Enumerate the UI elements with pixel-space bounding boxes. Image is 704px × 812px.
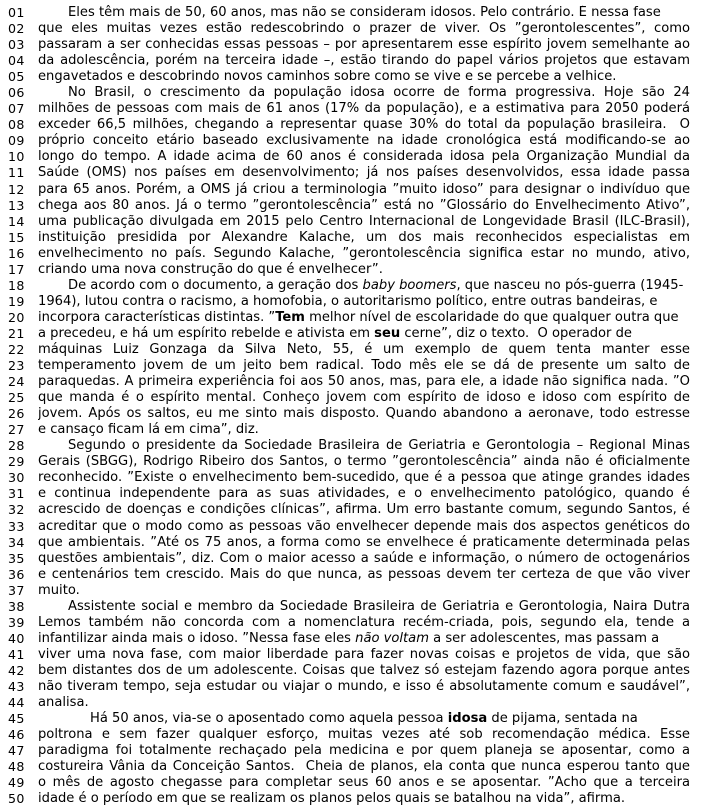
- text-run: que eles muitas vezes estão redescobrindo o prazer de viver. Os ”gerontolescentes”, como: [38, 21, 690, 37]
- text-line: [0, 679, 704, 695]
- line-text: [38, 246, 690, 262]
- text-run: não tiveram tempo, seja estudar ou viajar o mundo, e isso é absolutamente comum e saudável”,: [38, 678, 690, 694]
- text-line: [0, 759, 704, 775]
- italic-text-run: não voltam: [355, 630, 429, 646]
- line-text: [38, 567, 690, 583]
- line-text: [38, 406, 690, 422]
- text-run: incorpora características distintas. ”: [38, 309, 276, 325]
- text-run: engavetados e descobrindo novos caminhos sobre como se vive e se percebe a velhice.: [38, 69, 617, 85]
- text-run: Há 50 anos, via-se o aposentado como aquela pessoa: [90, 711, 448, 727]
- line-number: 31: [8, 486, 25, 502]
- text-run: acrescido de doenças e condições clínicas”, afirma. Um erro bastante comum, segundo Santos, é: [38, 502, 690, 518]
- text-run: Eles têm mais de 50, 60 anos, mas não se consideram idosos. Pelo contrário. É nessa fase: [68, 5, 661, 20]
- line-number: 32: [8, 502, 25, 518]
- bold-text-run: idosa: [447, 711, 488, 727]
- text-line: [0, 647, 704, 663]
- line-text: [38, 342, 690, 358]
- text-line: [0, 390, 704, 406]
- line-number: 16: [8, 245, 25, 261]
- text-run: poltrona e sem fazer qualquer esforço, muitas vezes até sob recomendação médica. Esse: [38, 727, 690, 743]
- line-number: 44: [8, 695, 25, 711]
- text-run: passaram a ser conhecidas essas pessoas – por apresentarem esse espírito jovem semelhante ao: [38, 37, 690, 53]
- line-text: [38, 486, 690, 502]
- text-run: questões ambientais”, diz. Com o maior acesso a saúde e informação, o número de octogenários: [38, 550, 690, 566]
- text-line: [0, 615, 704, 631]
- text-run: No Brasil, o crescimento da população idosa ocorre de forma progressiva. Hoje são 24: [68, 85, 690, 101]
- text-run: melhor nível de escolaridade do que qualquer outra que: [304, 309, 679, 325]
- line-number: 05: [8, 69, 25, 85]
- italic-text-run: baby boomers: [362, 277, 457, 293]
- line-text: [38, 759, 690, 775]
- text-run: infantilizar ainda mais o idoso. ”Nessa fase eles: [38, 630, 356, 646]
- line-text: [38, 149, 690, 165]
- line-number: 33: [8, 518, 25, 534]
- text-run: instituição presidida por Alexandre Kalache, um dos mais reconhecidos especialistas em: [38, 229, 690, 245]
- text-run: e centenários tem crescido. Mais do que nunca, as pessoas devem ter certeza de que vão viver: [38, 566, 690, 582]
- line-text: [38, 631, 690, 647]
- line-number: 29: [8, 454, 25, 470]
- text-run: e continua independente para as suas atividades, e o envelhecimento patológico, quando é: [38, 486, 690, 502]
- text-line: [0, 262, 704, 278]
- text-line: [0, 246, 704, 262]
- line-text: [38, 583, 690, 599]
- line-number: 42: [8, 662, 25, 678]
- text-run: temperamento jovem de um jeito bem radical. Todo mês ele se dá de presente um salto de: [38, 358, 690, 374]
- line-text: [38, 198, 690, 214]
- line-number: 13: [8, 197, 25, 213]
- line-number: 07: [8, 101, 25, 117]
- text-line: [0, 117, 704, 133]
- text-line: [0, 663, 704, 679]
- text-line: [0, 165, 704, 181]
- text-line: [0, 695, 704, 711]
- text-run: criando uma nova construção do que é envelhecer”.: [38, 261, 383, 277]
- text-run: idade é o período em que se realizam os planos pelos quais se batalhou na vida”, afirma.: [38, 791, 626, 807]
- line-text: [38, 615, 690, 631]
- line-number: 02: [8, 21, 25, 37]
- line-number: 48: [8, 759, 25, 775]
- text-line: [0, 85, 704, 101]
- line-number: 43: [8, 678, 25, 694]
- line-text: [38, 374, 690, 390]
- line-number: 06: [8, 85, 25, 101]
- line-text: [38, 358, 690, 374]
- line-number: 30: [8, 470, 25, 486]
- text-line: [0, 133, 704, 149]
- line-number: 38: [8, 598, 25, 614]
- text-run: máquinas Luiz Gonzaga da Silva Neto, 55, é um exemplo de quem tenta manter esse: [38, 341, 690, 357]
- text-line: [0, 535, 704, 551]
- text-line: [0, 502, 704, 518]
- line-text: [38, 310, 690, 326]
- text-line: [0, 5, 704, 21]
- text-run: cerne”, diz o texto. O operador de: [400, 325, 632, 341]
- text-run: 1964), lutou contra o racismo, a homofobia, o autoritarismo político, entre outras bandeiras, e: [38, 293, 658, 309]
- line-number: 49: [8, 775, 25, 791]
- line-number: 22: [8, 341, 25, 357]
- text-run: Assistente social e membro da Sociedade Brasileira de Geriatria e Gerontologia, Naira Dutra: [68, 598, 690, 614]
- text-line: [0, 149, 704, 165]
- line-number: 11: [8, 165, 25, 181]
- line-text: [38, 663, 690, 679]
- line-text: [38, 599, 690, 615]
- line-number: 19: [8, 293, 25, 309]
- text-run: reconhecido. ”Existe o envelhecimento bem-sucedido, que é a pessoa que atinge grandes idades: [38, 470, 690, 486]
- text-run: a ser adolescentes, mas passam a: [428, 630, 660, 646]
- text-line: [0, 727, 704, 743]
- text-line: [0, 69, 704, 85]
- line-number: 21: [8, 325, 25, 341]
- line-text: [38, 278, 690, 294]
- text-run: de pijama, sentada na: [487, 711, 638, 727]
- text-line: [0, 631, 704, 647]
- line-number: 04: [8, 53, 25, 69]
- line-text: [38, 438, 690, 454]
- line-text: [38, 37, 690, 53]
- line-text: [38, 519, 690, 535]
- text-line: [0, 230, 704, 246]
- text-line: [0, 438, 704, 454]
- line-number: 12: [8, 181, 25, 197]
- line-number: 27: [8, 422, 25, 438]
- line-text: [38, 133, 690, 149]
- text-line: [0, 711, 704, 727]
- text-line: [0, 278, 704, 294]
- line-text: [38, 711, 690, 727]
- line-text: [38, 294, 690, 310]
- line-number: 37: [8, 582, 25, 598]
- text-run: acreditar que o modo como as pessoas vão envelhecer depende mais dos aspectos genéticos do: [38, 518, 690, 534]
- text-line: [0, 406, 704, 422]
- line-number: 36: [8, 566, 25, 582]
- text-run: o mês de agosto chegasse para completar seus 60 anos e se aposentar. ”Acho que a terceira: [38, 775, 690, 791]
- text-run: viver uma nova fase, com maior liberdade para fazer novas coisas e projetos de vida, que são: [38, 646, 690, 662]
- text-run: paraquedas. A primeira experiência foi aos 50 anos, mas, para ele, a idade não significa nada. ”O: [38, 374, 690, 390]
- text-line: [0, 37, 704, 53]
- bold-text-run: Tem: [275, 309, 305, 325]
- line-text: [38, 182, 690, 198]
- line-text: [38, 101, 690, 117]
- line-text: [38, 791, 690, 807]
- text-run: exceder 66,5 milhões, chegando a representar quase 30% do total da população brasileira. O: [38, 117, 690, 133]
- line-text: [38, 679, 690, 695]
- text-line: [0, 567, 704, 583]
- line-text: [38, 454, 690, 470]
- text-run: Saúde (OMS) nos países em desenvolvimento; já nos países desenvolvidos, essa idade passa: [38, 165, 690, 181]
- line-text: [38, 165, 690, 181]
- line-number: 46: [8, 727, 25, 743]
- text-run: De acordo com o documento, a geração dos: [68, 277, 363, 293]
- text-line: [0, 294, 704, 310]
- text-run: paradigma foi totalmente rechaçado pela medicina e por quem planeja se aposentar, como a: [38, 743, 690, 759]
- line-number: 50: [8, 791, 25, 807]
- line-number: 26: [8, 406, 25, 422]
- text-run: chega aos 80 anos. Já o termo ”gerontolescência” está no ”Glossário do Envelhecimento Ativo”,: [38, 197, 690, 213]
- text-run: costureira Vânia da Conceição Santos. Cheia de planos, ela conta que nunca esperou tanto que: [38, 759, 690, 775]
- line-text: [38, 21, 690, 37]
- line-number: 15: [8, 229, 25, 245]
- text-line: [0, 454, 704, 470]
- line-text: [38, 551, 690, 567]
- text-run: muito.: [38, 582, 80, 598]
- line-number: 14: [8, 213, 25, 229]
- text-line: [0, 53, 704, 69]
- text-line: [0, 214, 704, 230]
- line-number: 10: [8, 149, 25, 165]
- line-text: [38, 727, 690, 743]
- line-text: [38, 53, 690, 69]
- text-line: [0, 519, 704, 535]
- text-run: , que nasceu no pós-guerra (1945-: [456, 277, 684, 293]
- line-text: [38, 775, 690, 791]
- text-line: [0, 775, 704, 791]
- line-text: [38, 470, 690, 486]
- line-text: [38, 647, 690, 663]
- line-number: 45: [8, 711, 25, 727]
- text-line: [0, 101, 704, 117]
- line-text: [38, 85, 690, 101]
- text-run: jovem. Após os saltos, eu me sinto mais disposto. Quando abandono a aeronave, todo estresse: [38, 406, 690, 422]
- text-line: [0, 182, 704, 198]
- line-number: 40: [8, 630, 25, 646]
- text-line: [0, 486, 704, 502]
- text-line: [0, 422, 704, 438]
- text-line: [0, 743, 704, 759]
- text-run: uma publicação divulgada em 2015 pelo Centro Internacional de Longevidade Brasil (ILC-Brasil),: [38, 213, 690, 229]
- line-text: [38, 69, 690, 85]
- line-number: 23: [8, 358, 25, 374]
- text-line: [0, 599, 704, 615]
- text-run: próprio conceito etário baseado exclusivamente na idade cronológica está modificando-se ao: [38, 133, 690, 149]
- text-run: Lemos também não concorda com a nomenclatura recém-criada, pois, segundo ela, tende a: [38, 614, 690, 630]
- text-line: [0, 791, 704, 807]
- text-run: que manda é o espírito mental. Conheço jovem com espírito de idoso e idoso com espírito de: [38, 390, 690, 406]
- text-line: [0, 358, 704, 374]
- line-text: [38, 743, 690, 759]
- line-text: [38, 5, 690, 21]
- text-run: envelhecimento no país. Segundo Kalache, ”gerontolescência significa estar no mundo, ativo,: [38, 245, 690, 261]
- text-line: [0, 21, 704, 37]
- bold-text-run: seu: [374, 325, 401, 341]
- text-run: da adolescência, porém na terceira idade –, estão tirando do papel vários projetos que estavam: [38, 53, 690, 69]
- text-run: Segundo o presidente da Sociedade Brasileira de Geriatria e Gerontologia – Regional Minas: [68, 438, 690, 454]
- line-number: 41: [8, 646, 25, 662]
- line-text: [38, 230, 690, 246]
- text-run: que ambientais. ”Até os 75 anos, a forma como se envelhece é praticamente determinada pelas: [38, 534, 690, 550]
- text-line: [0, 198, 704, 214]
- line-number: 03: [8, 37, 25, 53]
- line-number: 18: [8, 277, 25, 293]
- line-number: 24: [8, 374, 25, 390]
- line-number: 28: [8, 438, 25, 454]
- line-text: [38, 502, 690, 518]
- line-text: [38, 326, 690, 342]
- text-line: [0, 326, 704, 342]
- text-line: [0, 374, 704, 390]
- line-text: [38, 390, 690, 406]
- line-number: 01: [8, 5, 25, 20]
- line-number: 34: [8, 534, 25, 550]
- text-run: a precedeu, e há um espírito rebelde e ativista em: [38, 325, 375, 341]
- line-number: 47: [8, 743, 25, 759]
- text-run: e cansaço ficam lá em cima”, diz.: [38, 422, 259, 438]
- text-run: bem distantes dos de um adolescente. Coisas que talvez só estejam fazendo agora porque antes: [38, 662, 690, 678]
- text-line: [0, 342, 704, 358]
- line-text: [38, 695, 690, 711]
- line-number: 39: [8, 614, 25, 630]
- line-text: [38, 117, 690, 133]
- text-line: [0, 470, 704, 486]
- line-text: [38, 214, 690, 230]
- line-number: 17: [8, 261, 25, 277]
- text-line: [0, 310, 704, 326]
- line-text: [38, 535, 690, 551]
- line-text: [38, 422, 690, 438]
- text-line: [0, 583, 704, 599]
- line-number: 25: [8, 390, 25, 406]
- text-run: analisa.: [38, 695, 89, 711]
- line-number: 20: [8, 309, 25, 325]
- line-number: 08: [8, 117, 25, 133]
- text-line: [0, 551, 704, 567]
- line-text: [38, 262, 690, 278]
- text-run: milhões de pessoas com mais de 61 anos (17% da população), e a estimativa para 2050 poderá: [38, 101, 690, 117]
- line-number: 09: [8, 133, 25, 149]
- line-number: 35: [8, 550, 25, 566]
- text-run: Gerais (SBGG), Rodrigo Ribeiro dos Santos, o termo ”gerontolescência” ainda não é oficialmente: [38, 454, 690, 470]
- text-run: longo do tempo. A idade acima de 60 anos é considerada idosa pela Organização Mundial da: [38, 149, 690, 165]
- text-run: para 65 anos. Porém, a OMS já criou a terminologia ”muito idoso” para designar o indivíduo que: [38, 181, 690, 197]
